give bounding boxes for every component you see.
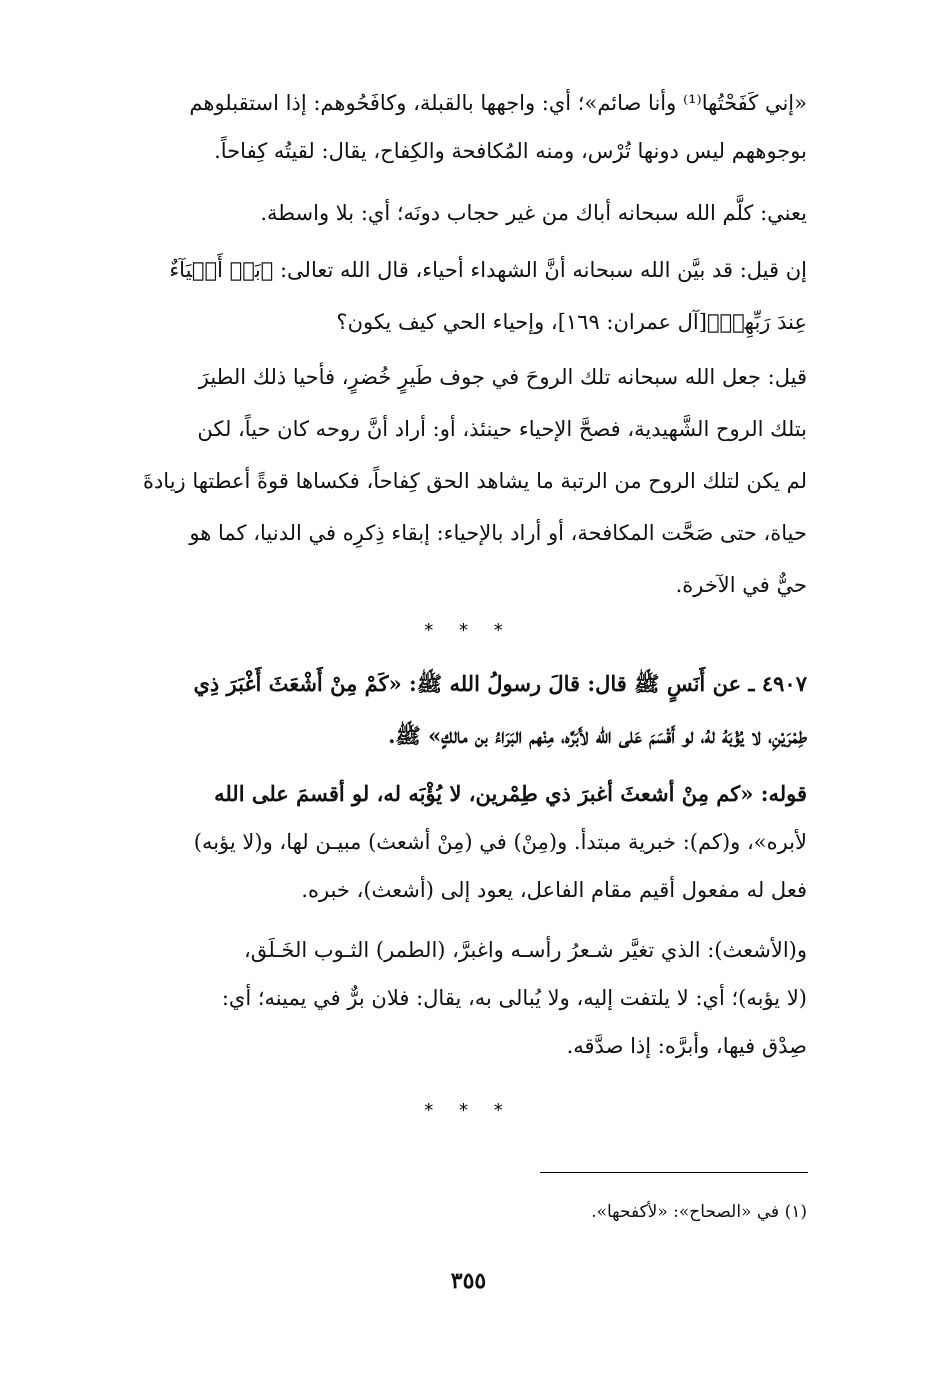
paragraph-4 xyxy=(130,351,807,611)
section-separator: * * * xyxy=(424,1100,513,1121)
text-line: لأبره»، و(كم): خبرية مبتدأ. و(مِنْ) في (مِنْ أشعث) مبيـن لها، و(لا يؤبه) xyxy=(193,830,807,854)
text-line: فعل له مفعول أقيم مقام الفاعل، يعود إلى (أشعث)، خبره. xyxy=(301,878,807,902)
hadith-line: طِمْرَيْنِ، لا يُؤْبَهُ لهُ، لو أَقْسَمَ عَلى الله لأَبَرَّه، مِنْهم البَرَاءُ بن مالكٍ» ﷺ. xyxy=(388,723,807,748)
hadith-line: ٤٩٠٧ ـ عن أَنَسٍ ﷺ قال: قالَ رسولُ الله ﷺ: «كَمْ مِنْ أَشْعَثَ أَغْبَرَ ذِي xyxy=(193,671,807,696)
text-line: حيٌّ في الآخرة. xyxy=(675,573,807,597)
text-line: عِندَ رَبِّهِمۡ﴾[آل عمران: ١٦٩]، وإحياء الحي كيف يكون؟ xyxy=(336,310,807,334)
text-line: إن قيل: قد بيَّن الله سبحانه أنَّ الشهداء أحياء، قال الله تعالى: ﴿بَلۡ أَحۡيَآءٌ xyxy=(169,258,807,282)
text-line: حياة، حتى صَحَّت المكافحة، أو أراد بالإحياء: إبقاء ذِكرِه في الدنيا، كما هو xyxy=(189,521,807,545)
paragraph-3 xyxy=(130,244,807,348)
text-line: (لا يؤبه)؛ أي: لا يلتفت إليه، ولا يُبالى به، يقال: فلان برٌّ في يمينه؛ أي: xyxy=(221,986,807,1010)
footnote-divider xyxy=(540,1172,808,1173)
paragraph-2 xyxy=(130,187,807,239)
text-line: لم يكن لتلك الروح من الرتبة ما يشاهد الحق كِفاحاً، فكساها قوةً أعطتها زيادةَ xyxy=(142,469,807,493)
text-line: بوجوههم ليس دونها تُرْس، ومنه المُكافحة والكِفاح، يقال: لقيتُه كِفاحاً. xyxy=(214,139,807,163)
text-line: قوله: «كم مِنْ أشعثَ أغبرَ ذي طِمْرين، لا يُؤْبَه له، لو أقسمَ على الله xyxy=(214,781,807,806)
text-line: «إني كَفَحْتُها⁽¹⁾ وأنا صائم»؛ أي: واجهها بالقبلة، وكافَحُوهم: إذا استقبلوهم xyxy=(189,91,807,115)
section-separator: * * * xyxy=(424,620,513,641)
text-line: و(الأشعث): الذي تغيَّر شـعرُ رأسـه واغبرَّ، (الطمر) الثـوب الخَـلَق، xyxy=(244,938,807,962)
footnote: (١) في «الصحاح»: «لأكفحها». xyxy=(591,1202,807,1222)
text-line: قيل: جعل الله سبحانه تلك الروحَ في جوف طَيرٍ خُضرٍ، فأحيا ذلك الطيرَ xyxy=(198,365,807,389)
paragraph-1 xyxy=(130,77,807,173)
hadith-paragraph xyxy=(130,658,807,762)
paragraph-6 xyxy=(130,770,807,914)
text-line: يعني: كلَّم الله سبحانه أباك من غير حجاب دونَه؛ أي: بلا واسطة. xyxy=(260,201,807,225)
text-line: بتلك الروح الشَّهيدية، فصحَّ الإحياء حينئذ، أو: أراد أنَّ روحه كان حياً، لكن xyxy=(197,417,807,441)
page-number: ٣٥٥ xyxy=(450,1268,487,1294)
text-line: صِدْق فيها، وأبرَّه: إذا صدَّقه. xyxy=(566,1034,807,1058)
paragraph-7 xyxy=(130,926,807,1070)
